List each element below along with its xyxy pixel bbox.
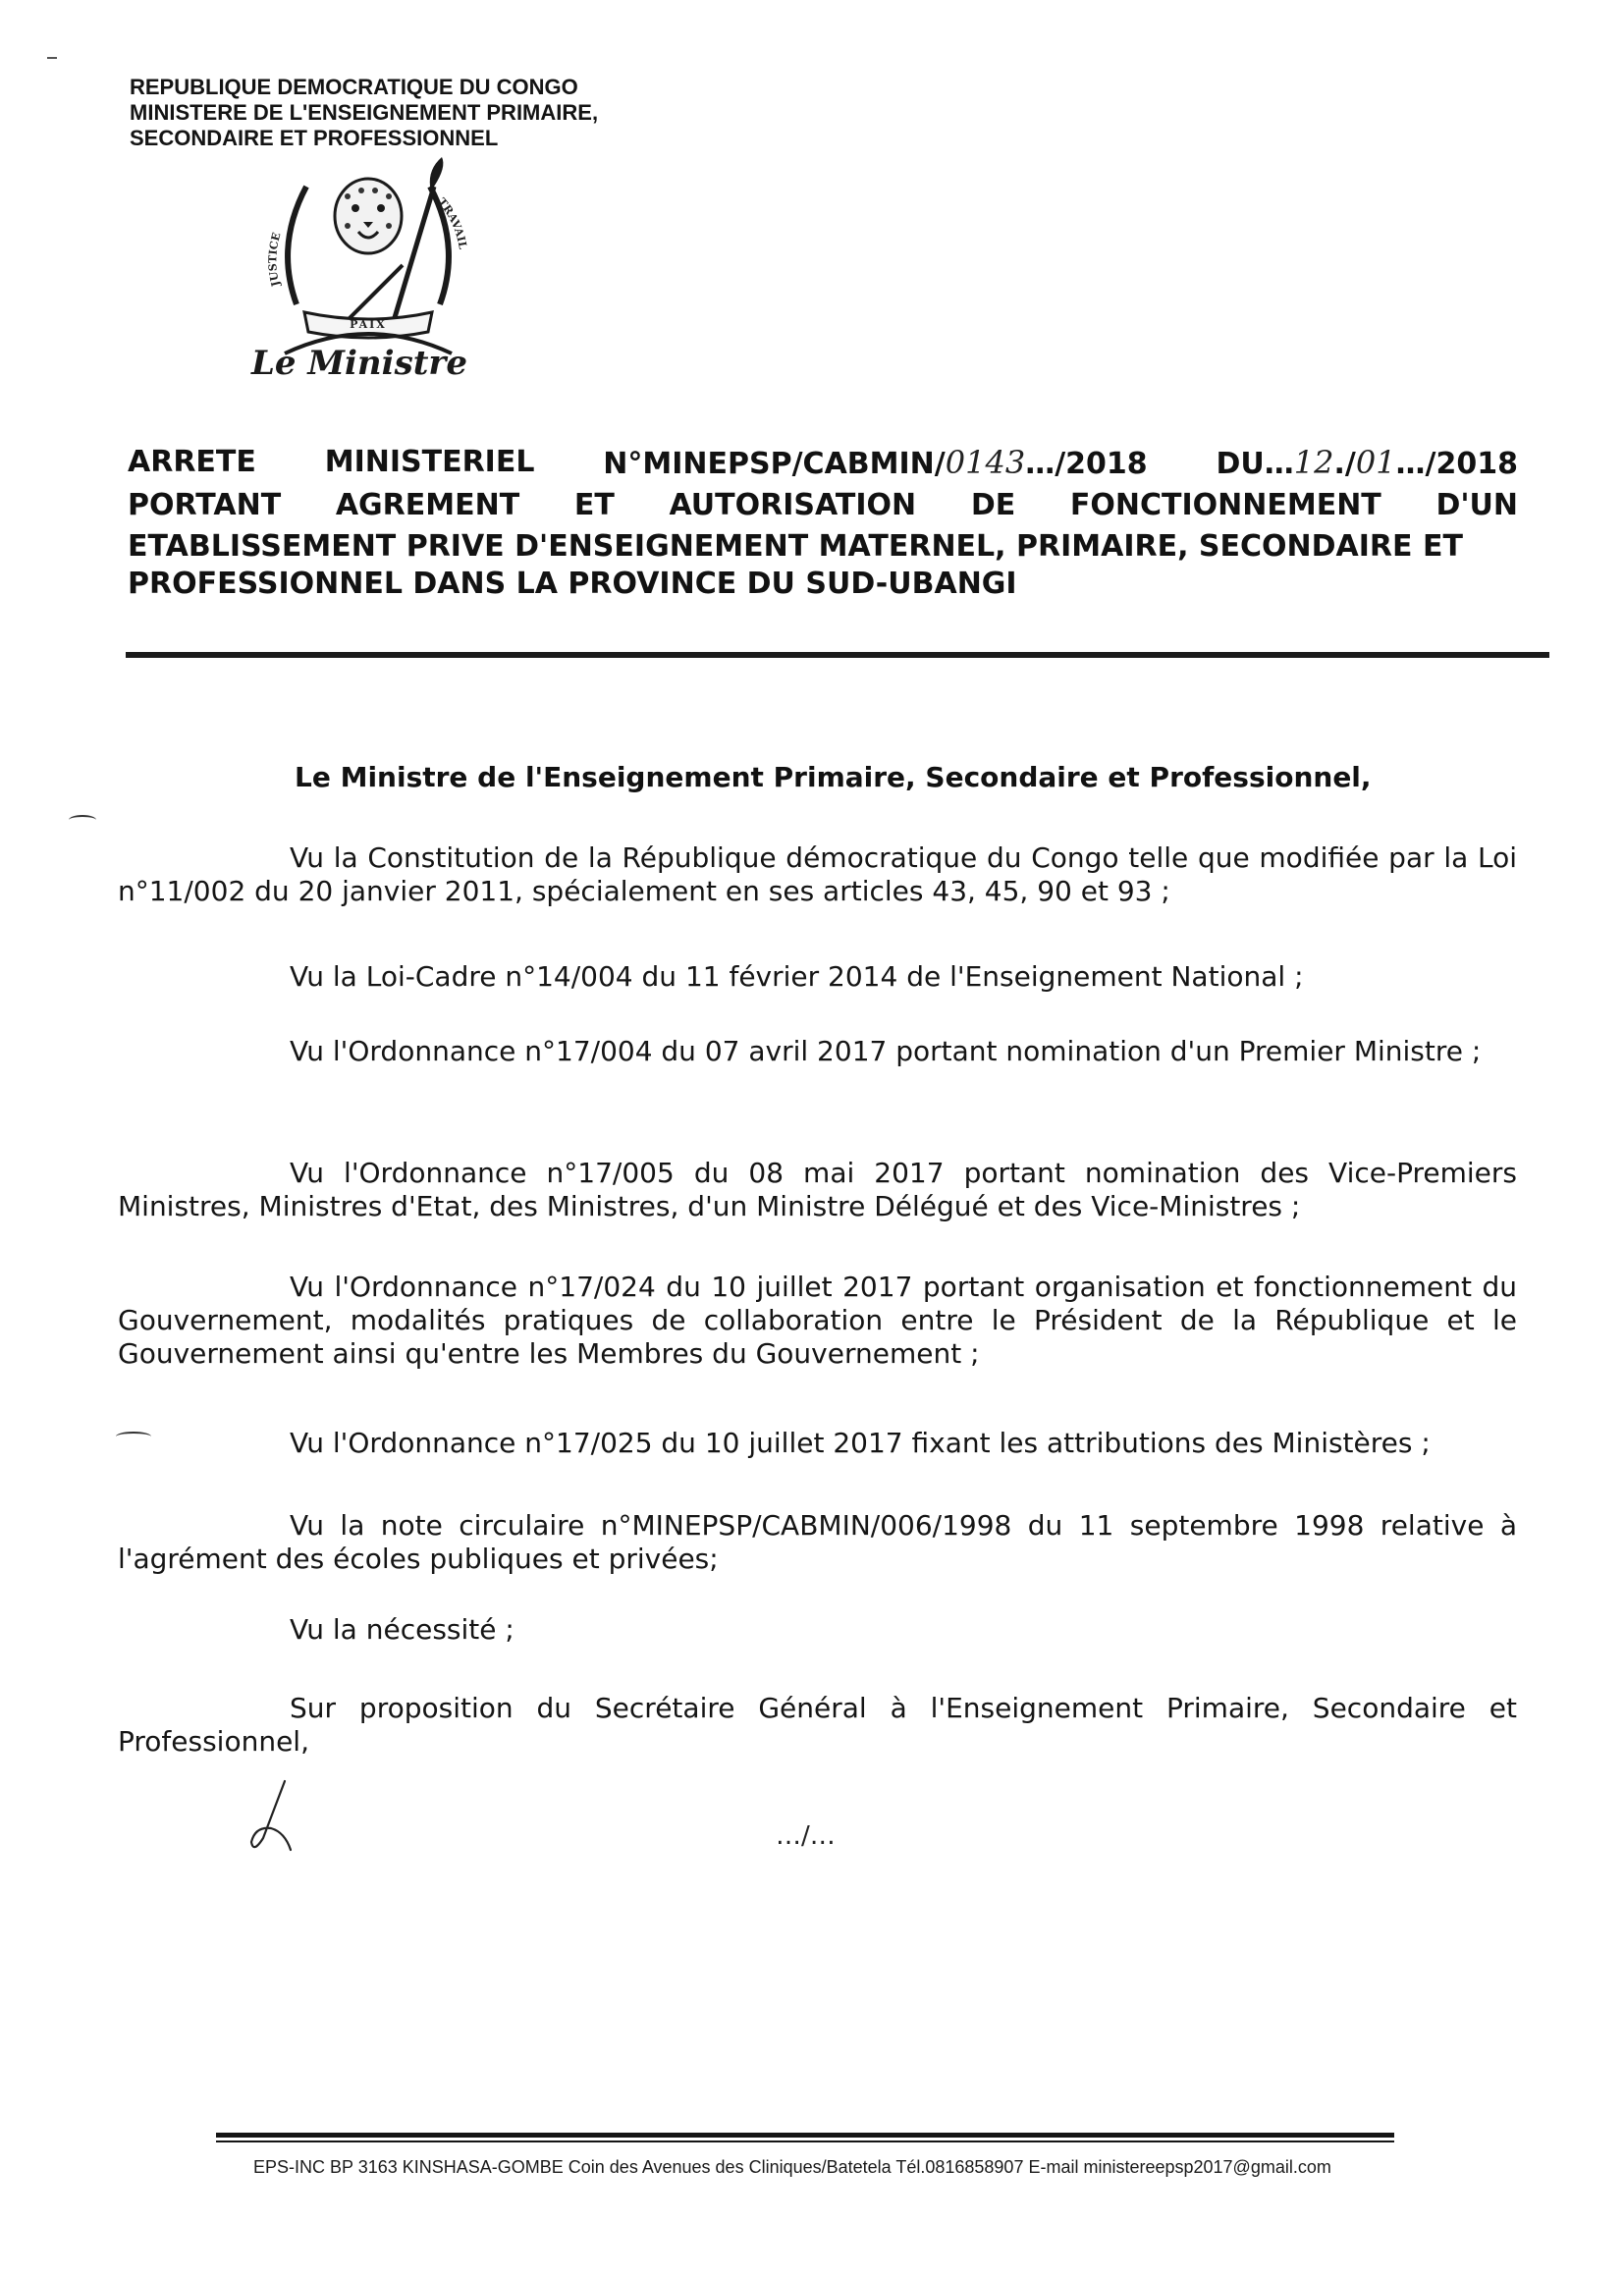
recital-ordonnance-024: Vu l'Ordonnance n°17/024 du 10 juillet 2017 portant organisation et fonctionnement du Gouvernement, modalités pratiques de collaboration entre le Président de la République et le Gouvernement ainsi qu'entre les Membres du Gouvernement ; xyxy=(118,1271,1517,1370)
recital-constitution: Vu la Constitution de la République démocratique du Congo telle que modifiée par la Loi n°11/002 du 20 janvier 2011, spécialement en ses articles 43, 45, 90 et 93 ; xyxy=(118,841,1517,907)
recital-ordonnance-025: Vu l'Ordonnance n°17/025 du 10 juillet 2017 fixant les attributions des Ministères ; xyxy=(290,1427,1431,1459)
title-word: AGREMENT xyxy=(335,488,520,522)
title-divider xyxy=(126,652,1549,658)
footer-contact: EPS-INC BP 3163 KINSHASA-GOMBE Coin des Avenues des Cliniques/Batetela Tél.0816858907 E-mail ministereepsp2017@gmail.com xyxy=(253,2157,1331,2177)
handwritten-initials xyxy=(245,1779,304,1858)
footer-divider xyxy=(216,2133,1394,2138)
body-heading: Le Ministre de l'Enseignement Primaire, Secondaire et Professionnel, xyxy=(295,761,1372,793)
header-ministry-line1: MINISTERE DE L'ENSEIGNEMENT PRIMAIRE, xyxy=(130,100,599,125)
title-word: ET xyxy=(573,488,615,522)
title-word: D'UN xyxy=(1435,488,1518,522)
title-word: FONCTIONNEMENT xyxy=(1069,488,1381,522)
decree-number-line xyxy=(128,442,1518,485)
leopard-head-icon xyxy=(335,179,402,253)
recital-note-circulaire: Vu la note circulaire n°MINEPSP/CABMIN/006/1998 du 11 septembre 1998 relative à l'agrément des écoles publiques et privées; xyxy=(118,1509,1517,1575)
title-word: ARRETE xyxy=(128,445,256,479)
motto-left: JUSTICE xyxy=(266,231,284,289)
recital-loi-cadre: Vu la Loi-Cadre n°14/004 du 11 février 2014 de l'Enseignement National ; xyxy=(290,960,1304,993)
decree-date: DU…12./01…/2018 xyxy=(1216,444,1518,481)
left-wing xyxy=(288,187,306,304)
header-country: REPUBLIQUE DEMOCRATIQUE DU CONGO xyxy=(130,75,578,99)
scan-mark xyxy=(47,57,57,59)
handwritten-number: 0143 xyxy=(945,444,1026,481)
motto-right: TRAVAIL xyxy=(435,195,469,250)
title-word: AUTORISATION xyxy=(669,488,917,522)
decree-reference: N°MINEPSP/CABMIN/0143…/2018 xyxy=(603,444,1148,481)
handwritten-month: 01 xyxy=(1355,444,1396,481)
motto-bottom: PAIX xyxy=(350,318,387,331)
header-ministry-line2: SECONDAIRE ET PROFESSIONNEL xyxy=(130,126,499,150)
recital-necessite: Vu la nécessité ; xyxy=(290,1613,514,1646)
title-word: PORTANT xyxy=(128,488,282,522)
spear-icon xyxy=(393,157,443,324)
scan-mark xyxy=(69,815,96,825)
page-continuation: …/… xyxy=(776,1821,836,1851)
recital-ordonnance-005: Vu l'Ordonnance n°17/005 du 08 mai 2017 portant nomination des Vice-Premiers Ministres, Ministres d'Etat, des Ministres, d'un Ministre Délégué et des Vice-Ministres ; xyxy=(118,1157,1517,1222)
recital-ordonnance-004: Vu l'Ordonnance n°17/004 du 07 avril 2017 portant nomination d'un Premier Ministre ; xyxy=(290,1035,1482,1067)
title-line-4: PROFESSIONNEL DANS LA PROVINCE DU SUD-UBANGI xyxy=(128,567,1017,601)
title-line-3: ETABLISSEMENT PRIVE D'ENSEIGNEMENT MATERNEL, PRIMAIRE, SECONDAIRE ET xyxy=(128,529,1463,564)
minister-title: Le Ministre xyxy=(251,344,467,383)
title-line-2 xyxy=(128,485,1518,526)
handwritten-day: 12 xyxy=(1293,444,1334,481)
footer-divider-thin xyxy=(216,2141,1394,2142)
recital-proposition: Sur proposition du Secrétaire Général à l'Enseignement Primaire, Secondaire et Professionnel, xyxy=(118,1692,1517,1758)
title-word: MINISTERIEL xyxy=(324,445,535,479)
title-word: DE xyxy=(970,488,1016,522)
